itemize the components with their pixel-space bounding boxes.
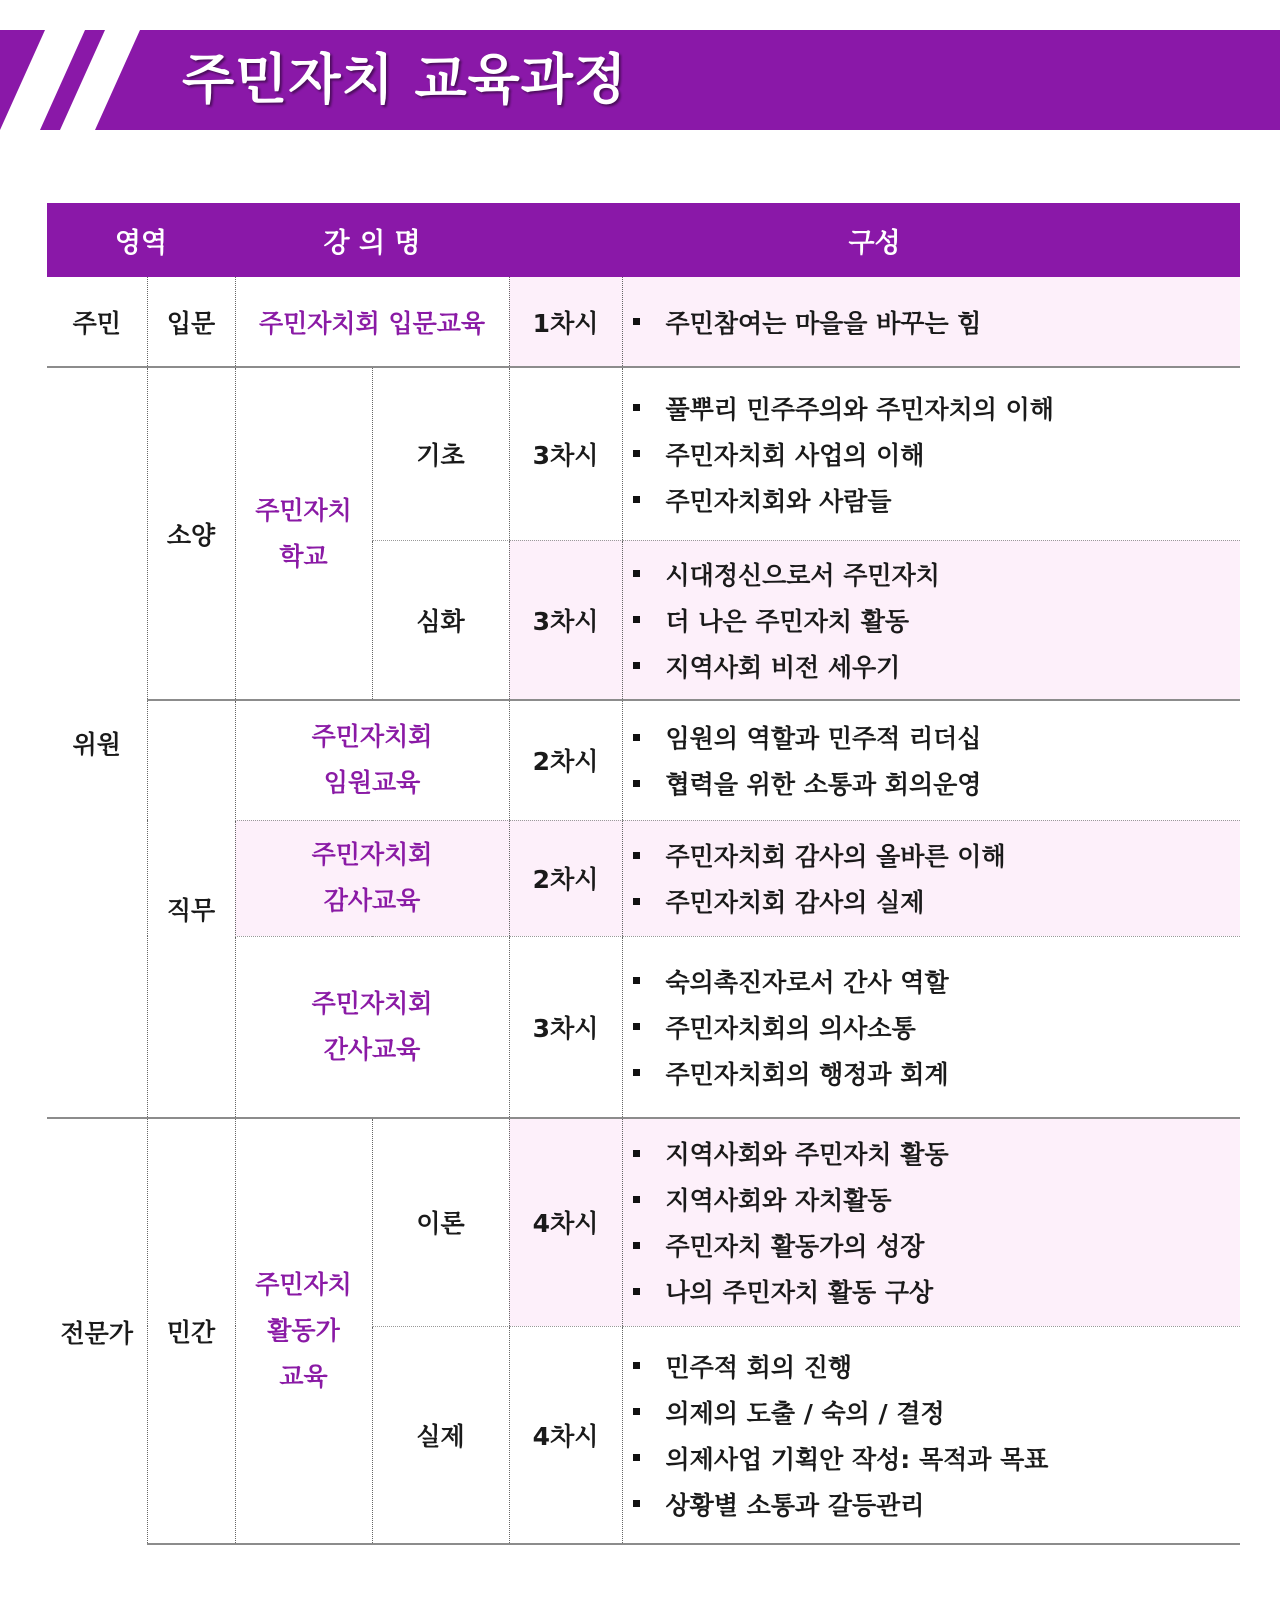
composition-cell [622, 820, 1240, 936]
list-item: 주민참여는 마을을 바꾸는 힘 [629, 299, 1241, 345]
bullet-icon [633, 1242, 640, 1249]
level-cell: 기초 [372, 367, 509, 540]
area-cell: 전문가 [60, 1318, 133, 1348]
lecture-cell: 주민자치회 간사교육 [235, 936, 509, 1118]
lecture-cell: 주민자치 학교 [235, 367, 372, 700]
header-lecture: 강 의 명 [235, 203, 509, 277]
list-item: 주민자치회의 행정과 회계 [629, 1050, 1241, 1096]
sessions-cell: 4차시 [509, 1326, 622, 1544]
lecture-cell: 주민자치회 입문교육 [235, 277, 509, 367]
bullet-icon [633, 1069, 640, 1076]
sessions-cell: 3차시 [509, 540, 622, 700]
curriculum-table [47, 203, 1240, 1545]
bullet-icon [633, 404, 640, 411]
table-row [47, 367, 1240, 540]
composition-cell [622, 1326, 1240, 1544]
list-item: 나의 주민자치 활동 구상 [629, 1268, 1241, 1314]
list-item: 시대정신으로서 주민자치 [629, 551, 1241, 597]
sessions-cell: 2차시 [509, 700, 622, 820]
bullet-icon [633, 450, 640, 457]
title-banner [0, 30, 1280, 130]
composition-cell [622, 540, 1240, 700]
bullet-icon [633, 662, 640, 669]
list-item: 의제사업 기획안 작성: 목적과 목표 [629, 1435, 1241, 1481]
bullet-icon [633, 1196, 640, 1203]
bullet-icon [633, 1500, 640, 1507]
subarea-cell: 소양 [147, 367, 235, 700]
bullet-icon [633, 570, 640, 577]
table-row [47, 277, 1240, 367]
area-cell: 주민 [47, 277, 147, 367]
list-item: 의제의 도출 / 숙의 / 결정 [629, 1389, 1241, 1435]
bullet-icon [633, 496, 640, 503]
table-header-row [47, 203, 1240, 277]
list-item: 협력을 위한 소통과 회의운영 [629, 760, 1241, 806]
lecture-cell: 주민자치회 임원교육 [235, 700, 509, 820]
bullet-icon [633, 898, 640, 905]
bullet-icon [633, 1408, 640, 1415]
list-item: 주민자치회의 의사소통 [629, 1004, 1241, 1050]
list-item: 주민자치 활동가의 성장 [629, 1222, 1241, 1268]
list-item: 민주적 회의 진행 [629, 1343, 1241, 1389]
list-item: 풀뿌리 민주주의와 주민자치의 이해 [629, 385, 1241, 431]
table-row [47, 1118, 1240, 1326]
bullet-icon [633, 734, 640, 741]
composition-cell [622, 367, 1240, 540]
subarea-cell: 입문 [147, 277, 235, 367]
subarea-cell: 민간 [147, 1118, 235, 1544]
bullet-icon [633, 1454, 640, 1461]
bullet-icon [633, 1362, 640, 1369]
lecture-cell: 주민자치 활동가 교육 [235, 1118, 372, 1544]
list-item: 숙의촉진자로서 간사 역할 [629, 958, 1241, 1004]
composition-cell [622, 936, 1240, 1118]
bullet-icon [633, 318, 640, 325]
list-item: 주민자치회와 사람들 [629, 477, 1241, 523]
bullet-icon [633, 1288, 640, 1295]
sessions-cell: 1차시 [509, 277, 622, 367]
header-composition: 구성 [509, 203, 1240, 277]
level-cell: 심화 [372, 540, 509, 700]
bullet-icon [633, 780, 640, 787]
list-item: 주민자치회 사업의 이해 [629, 431, 1241, 477]
list-item: 지역사회와 주민자치 활동 [629, 1130, 1241, 1176]
diagonal-stripes-decoration [0, 30, 170, 130]
list-item: 주민자치회 감사의 실제 [629, 878, 1241, 924]
sessions-cell: 4차시 [509, 1118, 622, 1326]
lecture-cell: 주민자치회 감사교육 [235, 820, 509, 936]
table-row [47, 700, 1240, 820]
page-title: 주민자치 교육과정 [182, 48, 628, 111]
list-item: 더 나은 주민자치 활동 [629, 597, 1241, 643]
bullet-icon [633, 1150, 640, 1157]
sessions-cell: 3차시 [509, 367, 622, 540]
list-item: 지역사회와 자치활동 [629, 1176, 1241, 1222]
list-item: 상황별 소통과 갈등관리 [629, 1481, 1241, 1527]
level-cell: 이론 [372, 1118, 509, 1326]
sessions-cell: 3차시 [509, 936, 622, 1118]
level-cell: 실제 [372, 1326, 509, 1544]
bullet-icon [633, 977, 640, 984]
list-item: 임원의 역할과 민주적 리더십 [629, 714, 1241, 760]
subarea-cell: 직무 [147, 700, 235, 1118]
area-cell: 위원 [47, 367, 147, 1118]
sessions-cell: 2차시 [509, 820, 622, 936]
list-item: 주민자치회 감사의 올바른 이해 [629, 832, 1241, 878]
header-area: 영역 [47, 203, 235, 277]
bullet-icon [633, 852, 640, 859]
bullet-icon [633, 1023, 640, 1030]
bullet-icon [633, 616, 640, 623]
composition-cell [622, 277, 1240, 367]
composition-cell [622, 1118, 1240, 1326]
composition-cell [622, 700, 1240, 820]
list-item: 지역사회 비전 세우기 [629, 643, 1241, 689]
